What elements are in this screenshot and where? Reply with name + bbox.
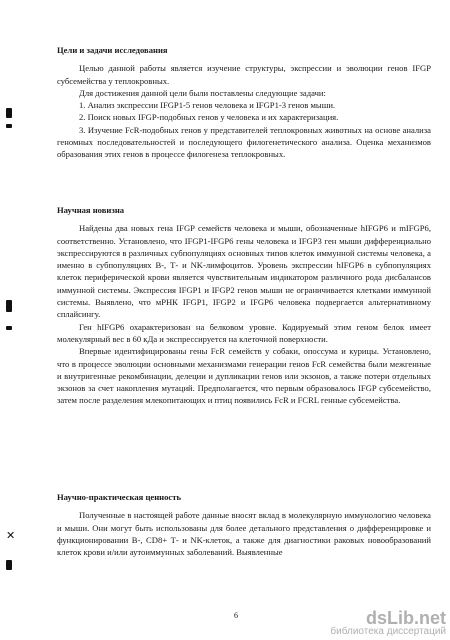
- binding-hole-mark: [6, 560, 12, 570]
- watermark-logo: dsLib.net: [366, 608, 446, 628]
- paragraph: Ген hIFGP6 охарактеризован на белковом уровне. Кодируемый этим геном белок имеет молекулярный вес в 60 кДа и экспрессируется на клеточной поверхности.: [57, 321, 431, 344]
- list-item: 2. Поиск новых IFGP-подобных генов у человека и их характеризация.: [79, 112, 339, 123]
- list-item: 3. Изучение FcR-подобных генов у представителей теплокровных животных на основе анализа геномных последовательностей и последующего филогенетического анализа. Оценка механизмов образования этих генов в процессе филогенеза теплокровных.: [57, 124, 431, 160]
- section-goals: [57, 44, 431, 161]
- paragraph: Для достижения данной цели были поставлены следующие задачи:: [79, 87, 326, 98]
- binding-hole-mark: [6, 124, 12, 128]
- section-title: Научная новизна: [57, 205, 125, 215]
- paragraph: Найдены два новых гена IFGP семейств человека и мыши, обозначенные hIFGP6 и mIFGP6, соответственно. Установлено, что IFGP1-IFGP6 гены человека и IFGP3 ген мыши дифференциально экспрессируются в различных субпопуляциях основных типов клеток иммунной системы человека, а именно в субпопуляциях В-, Т- и NK-лимфоцитов. Уровень экспрессии hIFGP6 в субпопуляциях клеток периферической крови является чувствительным индикатором различного рода дисбалансов иммунной системы. Экспрессия IFGP1 и IFGP2 генов мыши не ограничивается клетками иммунной системы. Выявлено, что мРНК IFGP1, IFGP2 и IFGP6 человека подвергается альтернативному сплайсингу.: [57, 223, 431, 320]
- paragraph: Впервые идентифицированы гены FcR семейств у собаки, опоссума и курицы. Установлено, что в процессе эволюции основными механизмами генерации генов FcR семейства были межгенные и внутригенные рекомбинации, делеции и дупликации генов или экзонов, а также потери отдельных экзонов за счет накопления мутаций. Предполагается, что первым образовалось IFGP субсемейство, затем после разделения млекопитающих и птиц появились FcR и FCRL генные субсемейства.: [57, 346, 431, 406]
- binding-hole-mark: [6, 108, 12, 118]
- watermark-subtitle: библиотека диссертаций: [330, 626, 446, 637]
- watermark: [328, 608, 446, 636]
- section-practical-value: [57, 491, 431, 558]
- section-novelty: [57, 204, 431, 407]
- binding-hole-mark: [6, 300, 12, 312]
- binding-hole-mark: [6, 326, 12, 330]
- paragraph: Полученные в настоящей работе данные вносят вклад в молекулярную иммунологию человека и мыши. Они могут быть использованы для более детального представления о дифференцировке и функционировании В-, CD8+ Т- и NK-клеток, а также для диагностики раковых новообразований клеток крови и/или аутоиммунных заболеваний. Выявленные: [57, 510, 431, 558]
- page-number: 6: [234, 611, 238, 620]
- section-title: Цели и задачи исследования: [57, 45, 168, 55]
- binding-mark: ✕: [6, 530, 16, 542]
- list-item: 1. Анализ экспрессии IFGP1-5 генов человека и IFGP1-3 генов мыши.: [79, 100, 336, 111]
- paragraph: Целью данной работы является изучение структуры, экспрессии и эволюции генов IFGP субсемейства у теплокровных.: [57, 63, 431, 86]
- section-title: Научно-практическая ценность: [57, 492, 181, 502]
